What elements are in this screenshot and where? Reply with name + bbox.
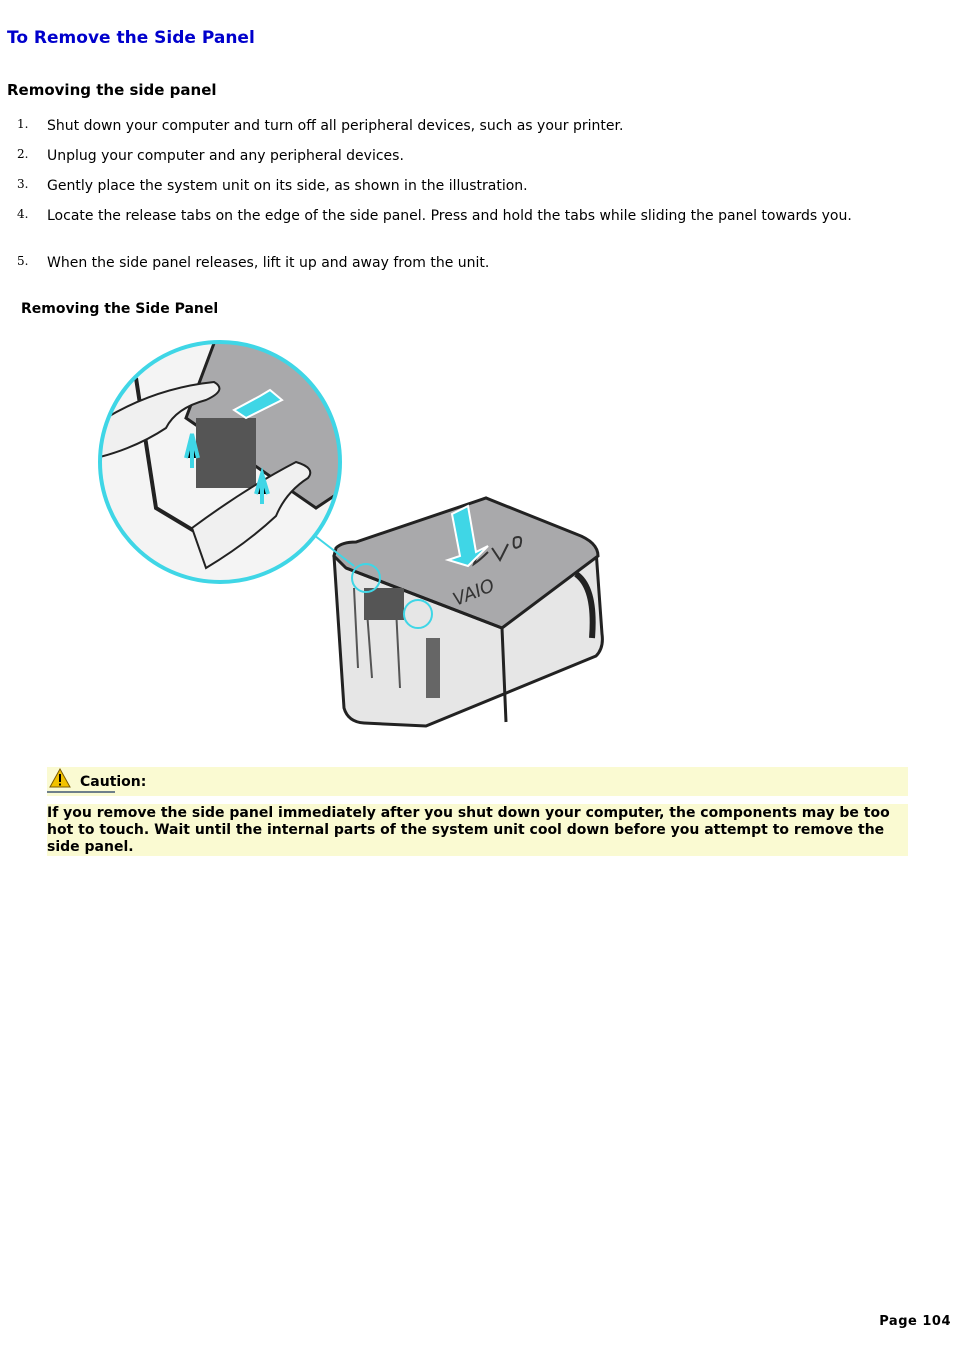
caution-header [47,767,908,796]
step-text: When the side panel releases, lift it up and away from the unit. [47,255,490,271]
warning-icon [49,768,71,788]
side-panel-illustration [96,338,606,728]
step-number: 1. [17,117,29,131]
list-item [0,207,897,254]
step-text: Locate the release tabs on the edge of the side panel. Press and hold the tabs while sliding the panel towards you. [47,208,852,224]
step-number: 2. [17,147,29,161]
list-item [0,254,897,278]
illustration-logo: VAIO [450,575,498,611]
system-unit [334,498,602,726]
step-number: 3. [17,177,29,191]
magnified-view [96,338,346,588]
list-item [0,117,897,147]
page-title: To Remove the Side Panel [7,28,255,48]
caution-text: If you remove the side panel immediately after you shut down your computer, the components may be too hot to touch. Wait until the internal parts of the system unit cool down before you attempt to remove the side panel. [47,804,908,856]
step-number: 4. [17,207,29,221]
step-text: Unplug your computer and any peripheral devices. [47,148,404,164]
caution-divider [47,791,115,793]
steps-list [0,117,954,278]
caution-label: Caution: [80,774,147,790]
section-heading: Removing the side panel [7,81,217,99]
figure-caption: Removing the Side Panel [21,301,219,317]
step-number: 5. [17,254,29,268]
page-number: Page 104 [879,1314,951,1329]
step-text: Gently place the system unit on its side, as shown in the illustration. [47,178,528,194]
step-text: Shut down your computer and turn off all peripheral devices, such as your printer. [47,118,624,134]
list-item [0,177,897,207]
list-item [0,147,897,177]
